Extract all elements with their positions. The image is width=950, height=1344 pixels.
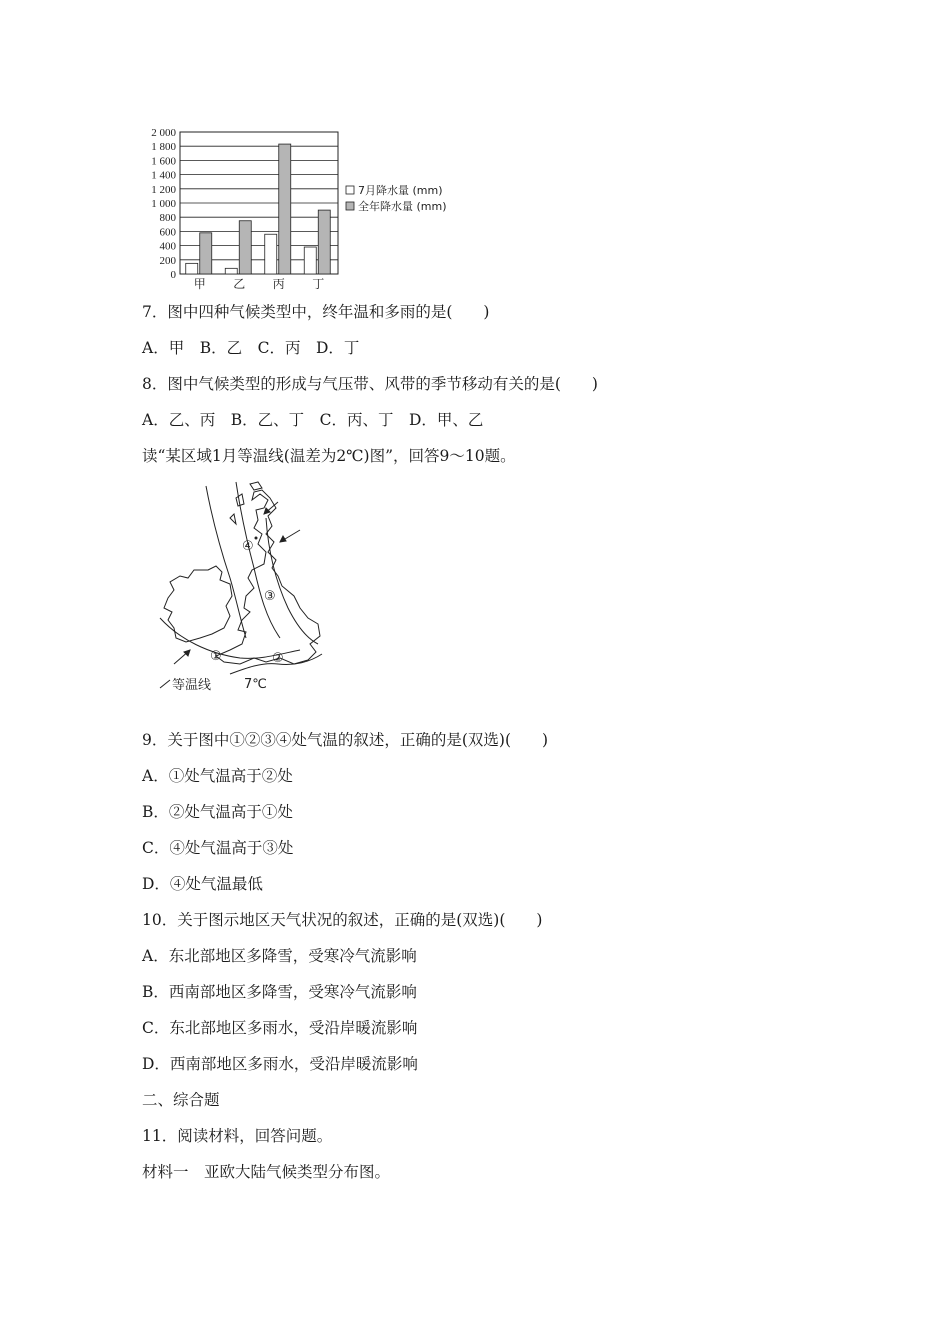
location-dot xyxy=(255,537,258,540)
y-tick-label: 600 xyxy=(159,226,176,239)
y-tick-label: 1 200 xyxy=(151,183,176,196)
category-label: 甲 xyxy=(193,277,206,291)
temp-label: 7℃ xyxy=(244,677,267,692)
isotherm-line xyxy=(266,518,318,644)
legend-line xyxy=(160,680,170,688)
category-label: 丙 xyxy=(272,277,285,291)
q9-stem: 9．关于图中①②③④处气温的叙述，正确的是(双选)( ) xyxy=(142,731,549,749)
category-labels xyxy=(194,277,325,291)
bar-annual-2 xyxy=(279,144,291,274)
chart-legend xyxy=(346,183,447,213)
y-tick-label: 400 xyxy=(159,240,176,253)
material-1: 材料一 亚欧大陆气候类型分布图。 xyxy=(142,1163,391,1181)
y-tick-label: 800 xyxy=(159,212,176,225)
bar-july-1 xyxy=(225,268,237,274)
legend-swatch xyxy=(346,186,354,194)
map-label-4: ④ xyxy=(242,539,254,554)
category-label: 丁 xyxy=(312,277,325,291)
y-tick-label: 2 000 xyxy=(151,127,176,139)
legend-label: 7月降水量 (mm) xyxy=(358,184,443,197)
map-label-3: ③ xyxy=(264,589,276,604)
chart-bars xyxy=(186,144,331,274)
q10-stem: 10．关于图示地区天气状况的叙述，正确的是(双选)( ) xyxy=(142,911,543,929)
legend-swatch xyxy=(346,202,354,210)
y-tick-label: 1 000 xyxy=(151,198,176,210)
arrow-icon xyxy=(280,530,300,542)
isotherm-line xyxy=(206,486,246,638)
q10-option-c: C．东北部地区多雨水，受沿岸暖流影响 xyxy=(142,1019,418,1037)
legend-label: 全年降水量 (mm) xyxy=(358,200,447,213)
q9-option-b: B．②处气温高于①处 xyxy=(142,803,293,821)
y-tick-label: 200 xyxy=(159,254,176,267)
q7-options: A．甲 B．乙 C．丙 D．丁 xyxy=(142,339,360,357)
isotherm-map xyxy=(150,478,350,694)
q7-stem: 7．图中四种气候类型中，终年温和多雨的是( ) xyxy=(142,303,490,321)
section-2-heading: 二、综合题 xyxy=(142,1091,220,1109)
legend-label: 等温线 xyxy=(172,678,212,693)
q8-options: A．乙、丙 B．乙、丁 C．丙、丁 D．甲、乙 xyxy=(142,411,484,429)
q10-option-d: D．西南部地区多雨水，受沿岸暖流影响 xyxy=(142,1055,418,1073)
bar-annual-3 xyxy=(318,210,330,274)
q10-option-a: A．东北部地区多降雪，受寒冷气流影响 xyxy=(142,947,417,965)
precipitation-bar-chart xyxy=(138,122,478,292)
q10-option-b: B．西南部地区多降雪，受寒冷气流影响 xyxy=(142,983,417,1001)
q9-option-c: C．④处气温高于③处 xyxy=(142,839,294,857)
bar-july-3 xyxy=(304,247,316,274)
y-tick-label: 1 600 xyxy=(151,155,176,168)
bar-annual-0 xyxy=(200,233,212,274)
y-tick-labels xyxy=(151,127,176,281)
category-label: 乙 xyxy=(233,277,246,291)
q9-option-a: A．①处气温高于②处 xyxy=(142,767,293,785)
map-label-2: ② xyxy=(272,651,284,666)
q9-option-d: D．④处气温最低 xyxy=(142,875,263,893)
intro-9-10: 读“某区域1月等温线(温差为2℃)图”，回答9～10题。 xyxy=(142,447,516,465)
y-tick-label: 1 800 xyxy=(151,141,176,154)
q11-stem: 11．阅读材料，回答问题。 xyxy=(142,1127,333,1145)
y-tick-label: 0 xyxy=(170,269,176,281)
q8-stem: 8．图中气候类型的形成与气压带、风带的季节移动有关的是( ) xyxy=(142,375,598,393)
bar-annual-1 xyxy=(239,221,251,274)
y-tick-label: 1 400 xyxy=(151,169,176,182)
arrow-icon xyxy=(174,650,190,664)
bar-july-2 xyxy=(265,234,277,274)
map-label-1: ① xyxy=(210,649,222,664)
bar-july-0 xyxy=(186,263,198,274)
